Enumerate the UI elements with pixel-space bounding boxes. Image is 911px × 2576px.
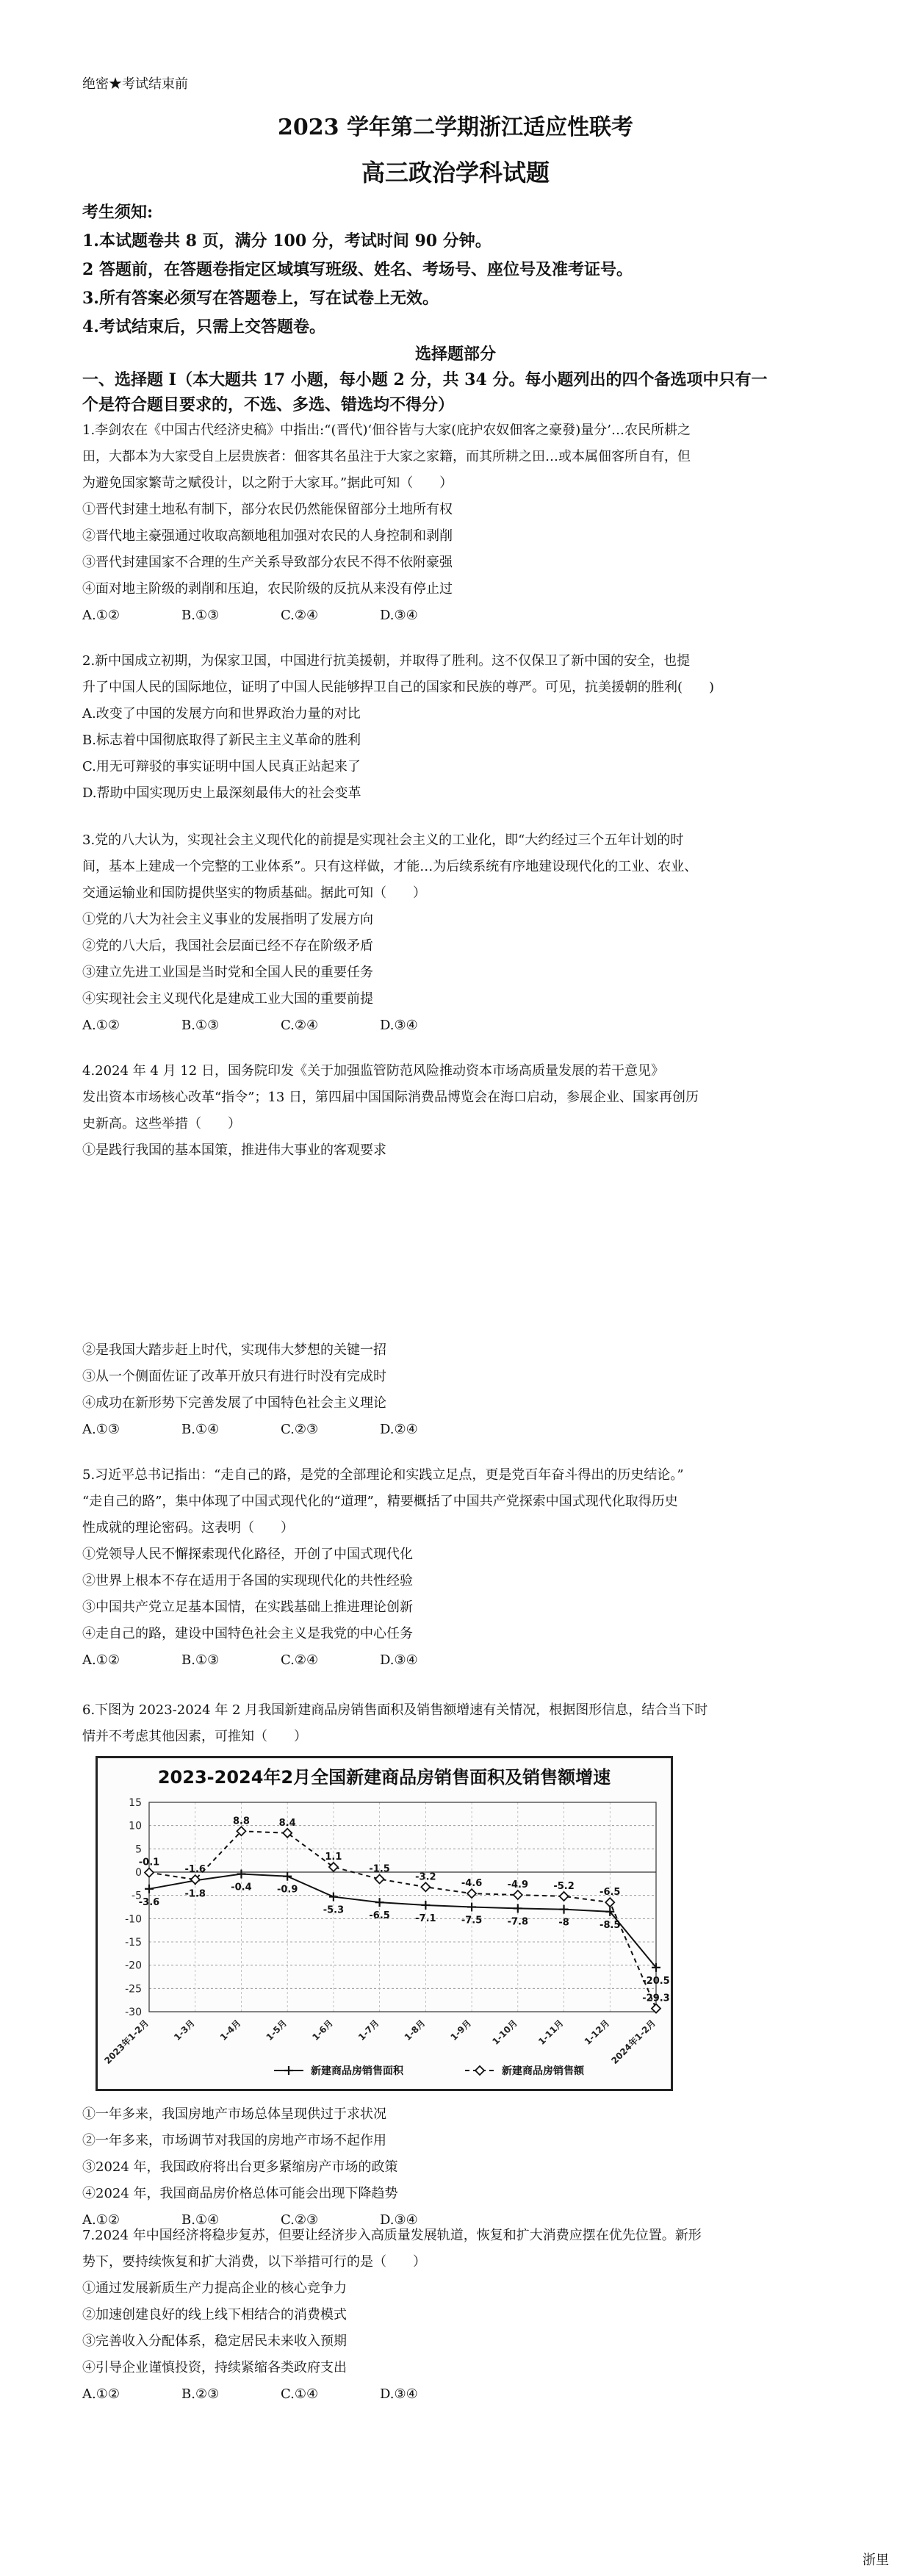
x-tick-label: 1-6月 [310,2018,336,2043]
data-label: -0.9 [276,1884,298,1896]
answer-choice: D.③④ [380,1018,418,1033]
y-tick-label: 0 [135,1867,142,1879]
answer-choice: D.帮助中国实现历史上最深刻最伟大的社会变革 [82,785,361,801]
housing-sales-chart [96,1756,673,2091]
data-point [467,1903,476,1912]
section-heading: 选择题部分 [414,345,496,364]
chart-canvas [98,1758,671,2089]
answer-choice: B.标志着中国彻底取得了新民主主义革命的胜利 [82,733,361,748]
data-label: -8 [558,1917,569,1929]
question-stem-line: 3.党的八大认为，实现社会主义现代化的前提是实现社会主义的工业化，即“大约经过三个五年计划的时 [82,832,684,848]
data-label: -3.2 [415,1871,436,1883]
answer-choice: D.③④ [380,1652,418,1668]
statement-option: ②是我国大踏步赶上时代，实现伟大梦想的关键一招 [82,1342,386,1358]
data-label: -1.5 [369,1863,390,1875]
statement-option: ①晋代封建土地私有制下，部分农民仍然能保留部分土地所有权 [82,502,453,517]
statement-option: ②党的八大后，我国社会层面已经不存在阶级矛盾 [82,938,373,954]
answer-choices [82,1012,839,1039]
question-1 [82,417,839,629]
y-tick-label: -20 [125,1960,142,1972]
y-tick-label: -30 [125,2007,142,2018]
question-stem-line: 势下，要持续恢复和扩大消费，以下举措可行的是（ ） [82,2254,426,2270]
statement-option: ③2024 年，我国政府将出台更多紧缩房产市场的政策 [82,2159,398,2175]
notice-item: 4.考试结束后，只需上交答题卷。 [82,317,325,337]
answer-choice: A.①② [82,608,120,623]
data-point [329,1893,338,1902]
statement-option: ③中国共产党立足基本国情，在实践基础上推进理论创新 [82,1600,413,1615]
exam-title: 2023 学年第二学期浙江适应性联考 [278,115,633,140]
statement-option: ①一年多来，我国房地产市场总体呈现供过于求状况 [82,2107,386,2122]
data-label: -7.1 [415,1913,436,1924]
question-stem-line: 田，大都本为大家受自上层贵族者：佃客其名虽注于大家之家籍，而其所耕之田…或本属佃客所自有，但 [82,449,691,464]
data-label: -5.3 [323,1904,345,1916]
question-3 [82,827,839,1039]
x-tick-label: 1-11月 [536,2018,566,2047]
question-4 [82,1058,839,1164]
data-label: -4.9 [507,1879,529,1891]
data-label: -6.5 [599,1887,621,1899]
statement-option: ④2024 年，我国商品房价格总体可能会出现下降趋势 [82,2186,398,2201]
statement-option: ①通过发展新质生产力提高企业的核心竞争力 [82,2281,347,2296]
statement-option: ④成功在新形势下完善发展了中国特色社会主义理论 [82,1395,386,1411]
part-one-line: 个是符合题目要求的，不选、多选、错选均不得分） [82,395,455,414]
question-stem-line: 4.2024 年 4 月 12 日，国务院印发《关于加强监管防范风险推动资本市场高质量发展的若干意见》 [82,1063,664,1079]
data-label: 8.8 [232,1816,250,1827]
answer-choice: B.①③ [181,608,220,623]
question-stem-line: 性成就的理论密码。这表明（ ） [82,1520,294,1536]
data-point [467,1889,476,1898]
statement-option: ③建立先进工业国是当时党和全国人民的重要任务 [82,965,373,980]
question-stem-line: 升了中国人民的国际地位，证明了中国人民能够捍卫自己的国家和民族的尊严。可见，抗美援朝的胜利( ) [82,680,715,695]
chart-legend [274,2065,585,2077]
data-label: 8.4 [278,1817,296,1829]
data-label: -7.5 [461,1915,483,1926]
question-stem-line: 2.新中国成立初期，为保家卫国，中国进行抗美援朝，并取得了胜利。这不仅保卫了新中国的安全，也提 [82,653,691,669]
answer-choices [82,2381,839,2408]
question-stem-line: 1.李剑农在《中国古代经济史稿》中指出:“(晋代)‘佃谷皆与大家(庇护农奴佃客之豪發)量分’…农民所耕之 [82,422,691,438]
question-stem-line: 5.习近平总书记指出：“走自己的路，是党的全部理论和实践立足点，更是党百年奋斗得出的历史结论。” [82,1467,684,1483]
y-tick-label: -25 [125,1983,142,1996]
legend-marker [475,2066,484,2075]
x-tick-label: 1-4月 [217,2018,243,2043]
y-tick-label: 10 [129,1820,142,1832]
answer-choices [82,1647,839,1674]
data-point [145,1885,154,1893]
data-label: -1.8 [184,1888,206,1900]
data-point [421,1901,430,1910]
x-tick-label: 1-8月 [402,2018,428,2043]
statement-option: ④实现社会主义现代化是建成工业大国的重要前提 [82,991,373,1007]
statement-option: ②一年多来，市场调节对我国的房地产市场不起作用 [82,2133,386,2148]
y-tick-label: -15 [125,1937,142,1949]
x-tick-label: 1-5月 [264,2018,289,2043]
data-label: -1.6 [184,1864,206,1876]
notice-item: 1.本试题卷共 8 页，满分 100 分，考试时间 90 分钟。 [82,231,491,251]
data-label: -4.6 [461,1878,483,1890]
y-tick-label: -5 [132,1890,142,1902]
x-tick-label: 1-10月 [490,2018,519,2047]
question-4-continued [82,1337,839,1443]
answer-choice: B.①③ [181,1018,220,1033]
chart-title: 2023-2024年2月全国新建商品房销售面积及销售额增速 [157,1767,611,1788]
answer-choice: B.①④ [181,2212,220,2228]
notice-item: 3.所有答案必须写在答题卷上，写在试卷上无效。 [82,289,439,308]
x-tick-label: 2024年1-2月 [609,2018,658,2067]
answer-choice: C.②④ [281,1652,319,1668]
question-stem-line: 情并不考虑其他因素，可推知（ ） [82,1729,307,1744]
answer-choice: C.②③ [281,2212,319,2228]
y-tick-label: 5 [135,1843,142,1856]
series-line [149,1831,656,2008]
question-2 [82,648,839,807]
confidential-label: 绝密★考试结束前 [82,76,188,92]
x-tick-label: 1-3月 [172,2018,197,2043]
data-label: -29.3 [642,1993,670,2004]
statement-option: ③完善收入分配体系，稳定居民未来收入预期 [82,2334,347,2349]
statement-option: ②世界上根本不存在适用于各国的实现现代化的共性经验 [82,1573,413,1589]
answer-choices [82,602,839,629]
chart-x-axis [102,2018,658,2067]
data-label: -6.5 [369,1910,390,1922]
data-point [145,1868,154,1877]
statement-option: ③从一个侧面佐证了改革开放只有进行时没有完成时 [82,1369,386,1384]
answer-choices [82,1417,839,1443]
legend-label: 新建商品房销售额 [502,2065,584,2077]
data-label: -20.5 [642,1975,670,1987]
statement-option: ④引导企业谨慎投资，持续紧缩各类政府支出 [82,2360,347,2375]
data-point [514,1904,522,1913]
question-6 [82,1697,839,1750]
statement-option: ②加速创建良好的线上线下相结合的消费模式 [82,2307,347,2323]
answer-choice: C.②④ [281,1018,319,1033]
data-point [237,1870,245,1879]
answer-choice: D.②④ [380,1422,418,1437]
part-one-instructions [82,367,839,417]
x-tick-label: 1-7月 [356,2018,381,2043]
answer-choice: A.①② [82,2386,120,2402]
data-label: -7.8 [507,1916,529,1928]
y-tick-label: 15 [129,1797,142,1809]
answer-choice: A.①③ [82,1422,120,1437]
question-stem-line: 为避免国家繁苛之赋役计，以之附于大家耳。”据此可知（ ） [82,475,453,491]
data-point [560,1905,569,1914]
statement-option: ③晋代封建国家不合理的生产关系导致部分农民不得不依附豪强 [82,555,453,570]
x-tick-label: 2023年1-2月 [102,2018,151,2067]
answer-choice: D.③④ [380,2386,418,2402]
answer-choice: C.①④ [281,2386,319,2402]
plot-border [149,1802,656,2012]
question-stem-line: 6.下图为 2023-2024 年 2 月我国新建商品房销售面积及销售额增速有关情况，根据图形信息，结合当下时 [82,1702,708,1718]
data-point [283,1872,292,1881]
statement-option: ②晋代地主豪强通过收取高额地租加强对农民的人身控制和剥削 [82,528,453,544]
answer-choice: A.①② [82,1652,120,1668]
part-one-line: 一、选择题 I（本大题共 17 小题，每小题 2 分，共 34 分。每小题列出的四个备选项中只有一 [82,370,768,389]
question-stem-line: 发出资本市场核心改革“指令”；13 日，第四届中国国际消费品博览会在海口启动，参展企业、国家再创历 [82,1090,699,1105]
data-point [375,1898,384,1907]
data-label: -8.5 [599,1919,621,1931]
question-5 [82,1462,839,1674]
chart-series [139,1816,670,2012]
answer-choice: D.③④ [380,2212,418,2228]
answer-choice: B.①③ [181,1652,220,1668]
answer-choice: D.③④ [380,608,418,623]
answer-choice: C.②④ [281,608,319,623]
statement-option: ④面对地主阶级的剥削和压迫，农民阶级的反抗从来没有停止过 [82,581,453,597]
answer-choice: B.②③ [181,2386,220,2402]
question-stem-line: 史新高。这些举措（ ） [82,1116,241,1132]
candidate-notice [82,198,839,342]
answer-choice: B.①④ [181,1422,220,1437]
legend-label: 新建商品房销售面积 [311,2065,403,2077]
data-label: -3.6 [138,1896,160,1908]
series-line [149,1874,656,1968]
data-point [514,1890,522,1899]
notice-heading: 考生须知: [82,203,154,222]
statement-option: ④走自己的路，建设中国特色社会主义是我党的中心任务 [82,1626,413,1641]
answer-choice: A.①② [82,2212,120,2228]
answer-choice: A.①② [82,1018,120,1033]
question-stem-line: 交通运输业和国防提供坚实的物质基础。据此可知（ ） [82,885,426,901]
question-6-options [82,2101,839,2234]
answer-choice: C.用无可辩驳的事实证明中国人民真正站起来了 [82,759,361,774]
data-label: 1.1 [325,1852,342,1863]
x-tick-label: 1-12月 [582,2018,612,2047]
answer-choice: C.②③ [281,1422,319,1437]
notice-item: 2 答题前，在答题卷指定区域填写班级、姓名、考场号、座位号及准考证号。 [82,260,633,279]
data-point [375,1875,384,1884]
data-point [605,1898,614,1907]
statement-option: ①党领导人民不懈探索现代化路径，开创了中国式现代化 [82,1547,413,1562]
question-stem-line: 7.2024 年中国经济将稳步复苏，但要让经济步入高质量发展轨道，恢复和扩大消费应摆在优先位置。新形 [82,2228,702,2243]
chart-grid [149,1802,656,2012]
y-tick-label: -10 [125,1913,142,1926]
footer-mark: 浙里 [863,2552,889,2568]
answer-choice: A.改变了中国的发展方向和世界政治力量的对比 [82,706,361,722]
data-point [421,1882,430,1891]
statement-option: ①党的八大为社会主义事业的发展指明了发展方向 [82,912,373,927]
statement-option: ①是践行我国的基本国策，推进伟大事业的客观要求 [82,1143,386,1158]
question-stem-line: “走自己的路”，集中体现了中国式现代化的“道理”，精要概括了中国共产党探索中国式现代化取得历史 [82,1494,678,1509]
question-stem-line: 间，基本上建成一个完整的工业体系”。只有这样做，才能…为后续系统有序地建设现代化的工业、农业、 [82,859,698,874]
exam-subtitle: 高三政治学科试题 [361,159,550,187]
data-label: -5.2 [553,1880,575,1892]
question-7 [82,2223,839,2408]
data-point [560,1892,569,1901]
data-label: -0.1 [138,1857,160,1868]
x-tick-label: 1-9月 [448,2018,474,2043]
data-label: -0.4 [231,1882,252,1893]
